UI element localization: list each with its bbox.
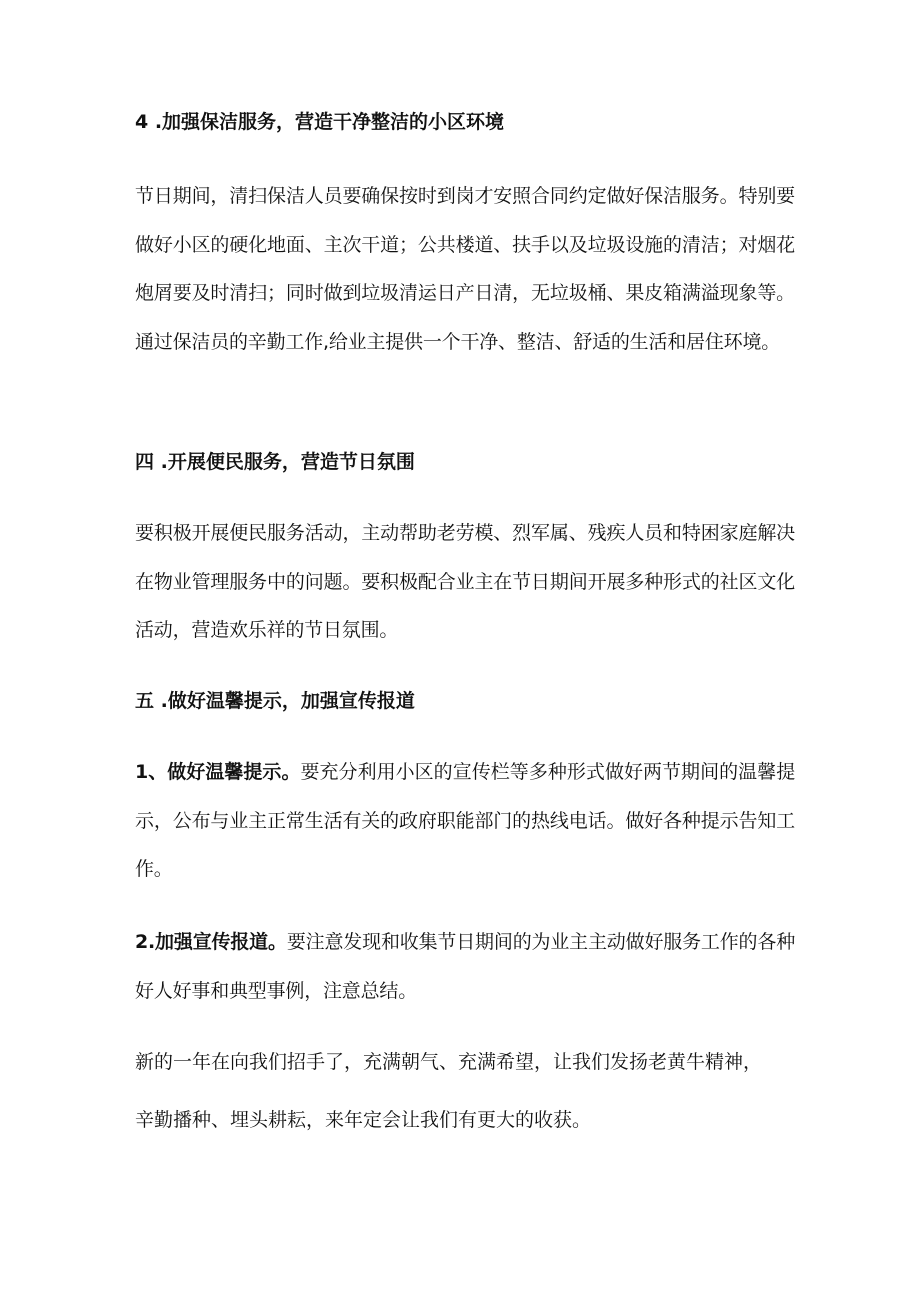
- section-4-heading: 4 .加强保洁服务，营造干净整洁的小区环境: [135, 111, 505, 133]
- item-1-title: 1、做好温馨提示。: [135, 761, 301, 783]
- section-four-heading: 四 .开展便民服务，营造节日氛围: [135, 451, 415, 473]
- section-five-item-2: [135, 918, 795, 1015]
- item-2-title: 2.加强宣传报道。: [135, 931, 287, 953]
- section-five-item-1: [135, 748, 795, 894]
- item-1-body: 要充分利用小区的宣传栏等多种形式做好两节期间的温馨提示，公布与业主正常生活有关的政府职能部门的热线电话。做好各种提示告知工作。: [135, 761, 795, 881]
- section-four-body: 要积极开展便民服务活动，主动帮助老劳模、烈军属、残疾人员和特困家庭解决在物业管理服务中的问题。要积极配合业主在节日期间开展多种形式的社区文化活动，营造欢乐祥的节日氛围。: [135, 522, 795, 642]
- section-five-heading: 五 .做好温馨提示，加强宣传报道: [135, 690, 415, 712]
- item-2-body: 要注意发现和收集节日期间的为业主主动做好服务工作的各种好人好事和典型事例，注意总结。: [135, 931, 796, 1002]
- closing-paragraph: 新的一年在向我们招手了，充满朝气、充满希望，让我们发扬老黄牛精神，辛勤播种、埋头耕耘，来年定会让我们有更大的收获。: [135, 1051, 763, 1131]
- section-4-body: 节日期间，清扫保洁人员要确保按时到岗才安照合同约定做好保洁服务。特别要做好小区的硬化地面、主次干道；公共楼道、扶手以及垃圾设施的清洁；对烟花炮屑要及时清扫；同时做到垃圾清运日产日清，无垃圾桶、果皮箱满溢现象等。通过保洁员的辛勤工作,给业主提供一个干净、整洁、舒适的生活和居住环境。: [135, 185, 795, 353]
